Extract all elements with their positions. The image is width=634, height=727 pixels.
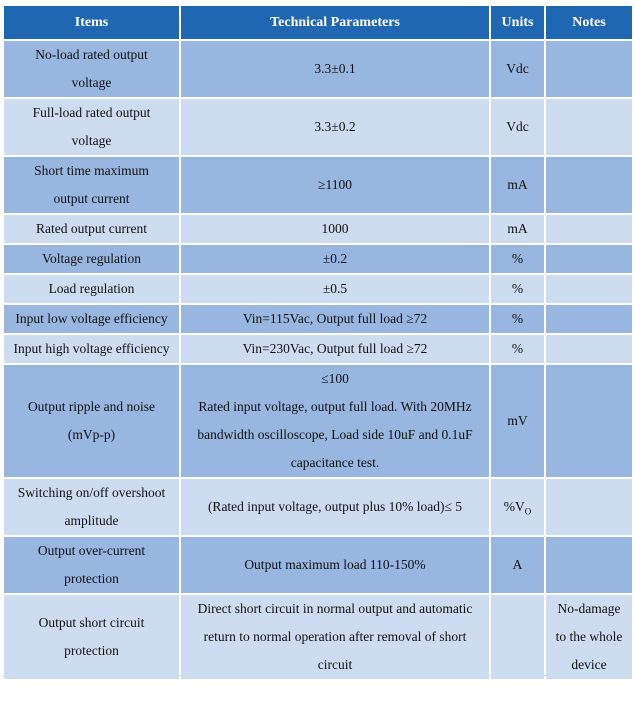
cell-technical-parameter-line: ≤100 [321,371,349,386]
cell-technical-parameter-line: ±0.5 [322,281,348,296]
table-row [3,98,633,156]
cell-unit [490,40,545,98]
cell-item [3,244,180,274]
cell-technical-parameter-line: capacitance test. [290,455,380,470]
cell-technical-parameter-line: Vin=230Vac, Output full load ≥72 [242,341,428,356]
cell-unit [490,536,545,594]
cell-item-line: Input high voltage efficiency [13,341,170,356]
table-row [3,274,633,304]
cell-unit [490,478,545,536]
cell-technical-parameter-line: circuit [317,657,353,672]
cell-technical-parameter-line: Output maximum load 110-150% [244,557,426,572]
cell-item [3,536,180,594]
cell-unit-text: % [511,281,524,296]
table-row [3,536,633,594]
cell-unit-text: % [511,311,524,326]
cell-item-line: Full-load rated output [32,105,151,120]
cell-note-line: to the whole [555,629,623,644]
cell-technical-parameter-line: return to normal operation after removal of short [203,629,467,644]
header-row [3,5,633,40]
cell-item [3,214,180,244]
cell-unit-text: mA [507,221,528,236]
cell-unit [490,334,545,364]
cell-technical-parameter [180,478,490,536]
cell-technical-parameter-line: (Rated input voltage, output plus 10% load)≤ 5 [207,499,463,514]
cell-item [3,594,180,680]
cell-note [545,304,633,334]
cell-item [3,156,180,214]
table-row [3,478,633,536]
cell-technical-parameter-line: 1000 [321,221,349,236]
cell-item-line: Rated output current [36,221,147,236]
cell-unit-text: Vdc [506,119,529,134]
cell-note [545,40,633,98]
cell-unit [490,304,545,334]
table-row [3,334,633,364]
cell-item [3,364,180,478]
cell-technical-parameter-line: Rated input voltage, output full load. With 20MHz [198,399,472,414]
cell-item-line: Switching on/off overshoot [17,485,166,500]
cell-technical-parameter-line: 3.3±0.1 [314,61,356,76]
table-row [3,244,633,274]
cell-item-line: (mVp-p) [67,427,116,442]
cell-unit [490,594,545,680]
cell-unit-text: Vdc [506,61,529,76]
cell-note [545,594,633,680]
cell-unit [490,98,545,156]
cell-technical-parameter-line: 3.3±0.2 [314,119,356,134]
cell-technical-parameter [180,536,490,594]
cell-unit-text: % [511,251,524,266]
table-row [3,156,633,214]
cell-item [3,334,180,364]
header-units: Units [490,5,545,40]
cell-unit-text: mA [507,177,528,192]
cell-technical-parameter [180,334,490,364]
cell-item-line: No-load rated output [35,47,148,62]
header-items: Items [3,5,180,40]
cell-item-line: output current [53,191,130,206]
cell-item-line: Output short circuit [38,615,145,630]
cell-item [3,304,180,334]
technical-parameters-table [2,4,634,681]
cell-unit [490,156,545,214]
table-row [3,40,633,98]
cell-note [545,214,633,244]
cell-technical-parameter [180,156,490,214]
cell-note [545,536,633,594]
table-header [3,5,633,40]
cell-technical-parameter-line: Direct short circuit in normal output and automatic [197,601,473,616]
cell-technical-parameter [180,594,490,680]
table-row [3,594,633,680]
cell-note [545,364,633,478]
cell-item-line: Output over-current [37,543,146,558]
cell-item-line: Input low voltage efficiency [15,311,168,326]
cell-item-line: amplitude [64,513,119,528]
cell-technical-parameter [180,274,490,304]
cell-technical-parameter [180,214,490,244]
cell-note-line: No-damage [557,601,621,616]
cell-item-line: protection [64,643,119,658]
cell-note [545,274,633,304]
cell-item-line: protection [64,571,119,586]
cell-note [545,98,633,156]
cell-item-line: Output ripple and noise [27,399,156,414]
cell-unit-text: A [512,557,523,572]
unit-subscript: O [524,506,532,517]
cell-technical-parameter [180,98,490,156]
table-row [3,214,633,244]
cell-item [3,274,180,304]
cell-technical-parameter [180,304,490,334]
cell-technical-parameter [180,244,490,274]
cell-technical-parameter-line: ±0.2 [322,251,348,266]
cell-technical-parameter [180,40,490,98]
cell-unit-text: mV [507,413,528,428]
cell-note [545,478,633,536]
cell-technical-parameter-line: Vin=115Vac, Output full load ≥72 [242,311,428,326]
cell-item-line: Short time maximum [34,163,149,178]
cell-item-line: Voltage regulation [41,251,142,266]
table-row [3,304,633,334]
cell-item [3,40,180,98]
table-bottom-border [2,675,632,676]
cell-note [545,156,633,214]
cell-unit-text: % [511,341,524,356]
cell-unit [490,364,545,478]
cell-note-line: device [571,657,607,672]
table-row [3,364,633,478]
table-body [3,40,633,680]
cell-item [3,478,180,536]
cell-unit [490,214,545,244]
cell-unit [490,244,545,274]
cell-item [3,98,180,156]
cell-item-line: Load regulation [48,281,135,296]
header-technical-parameters: Technical Parameters [180,5,490,40]
header-notes: Notes [545,5,633,40]
cell-item-line: voltage [71,75,112,90]
cell-note [545,334,633,364]
cell-item-line: voltage [71,133,112,148]
cell-technical-parameter-line: ≥1100 [318,177,352,192]
cell-note [545,244,633,274]
cell-unit-text: %V [503,499,525,514]
cell-technical-parameter-line: bandwidth oscilloscope, Load side 10uF and 0.1uF [197,427,473,442]
cell-unit [490,274,545,304]
cell-technical-parameter [180,364,490,478]
